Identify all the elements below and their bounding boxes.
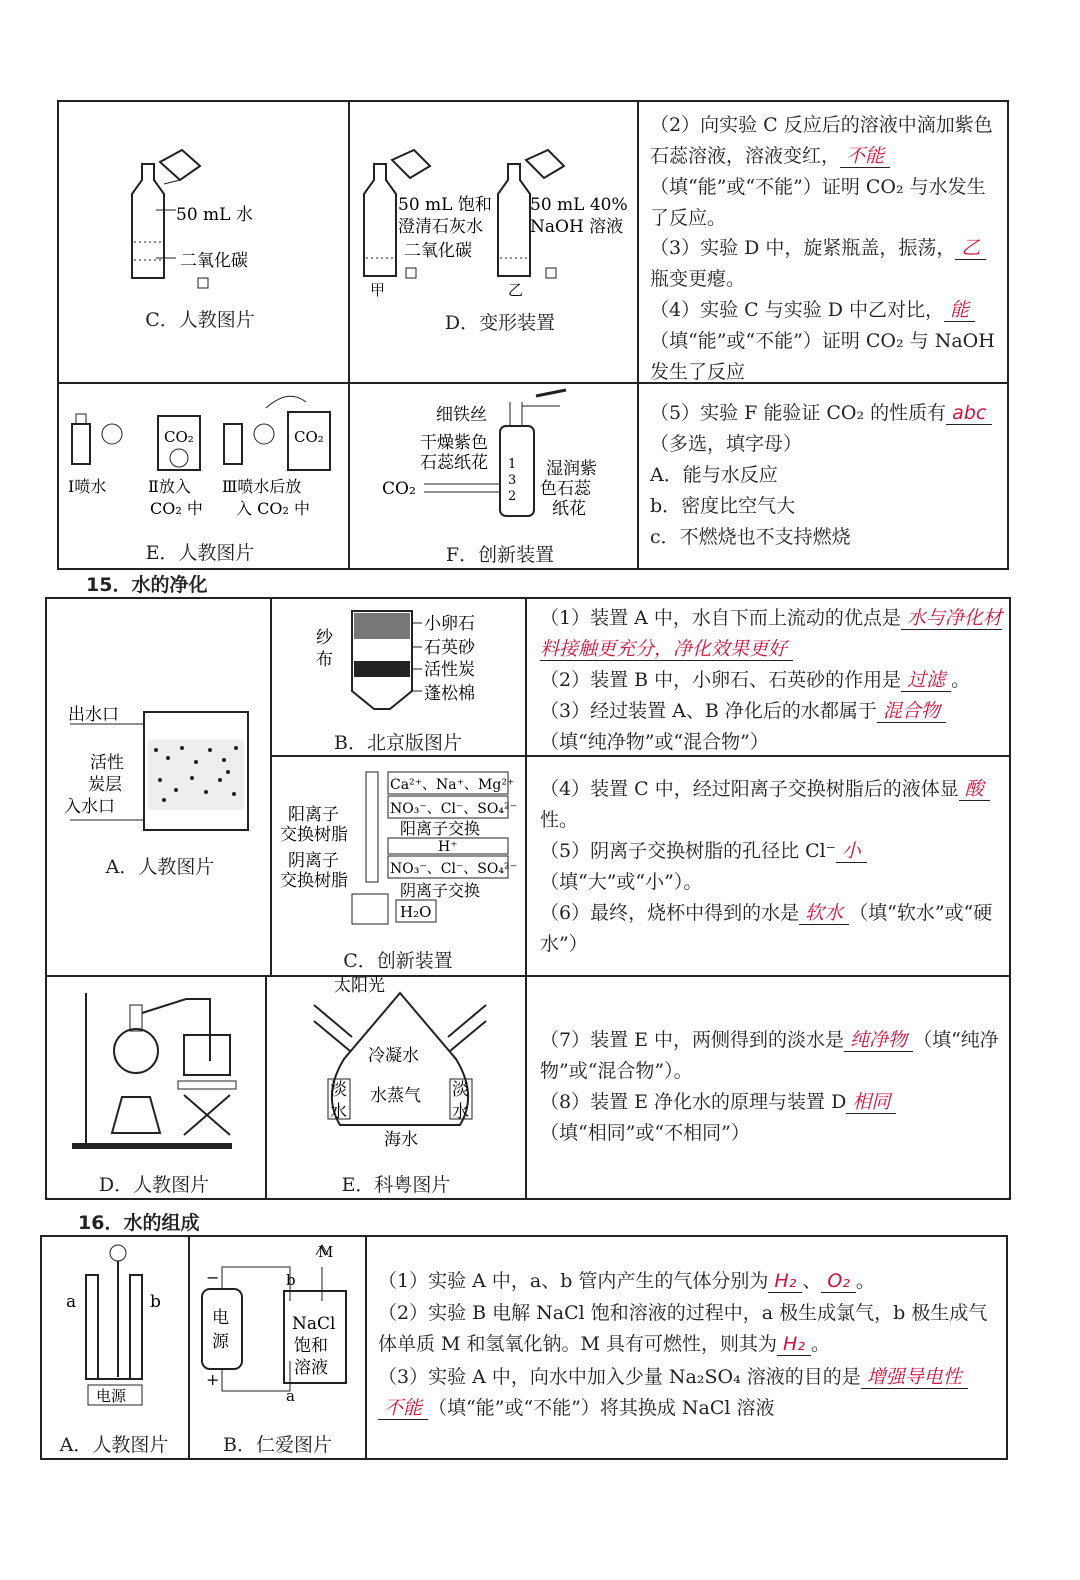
- caption-15a: A．人教图片: [105, 856, 215, 878]
- caption-15e: E．科粤图片: [341, 1174, 451, 1196]
- label-wet-flower-3: 纸花: [552, 499, 586, 519]
- s15-q5-answer: 小: [836, 840, 867, 863]
- label-anions-2: NO₃⁻、Cl⁻、SO₄²⁻: [390, 861, 517, 877]
- label-wet-flower-1: 湿润紫: [546, 459, 597, 479]
- label-activated-1: 活性: [90, 753, 124, 773]
- s15-q2-tail: 。: [951, 669, 971, 691]
- question-3: [650, 233, 1000, 295]
- s15-q1-answer: 水与净化材料接触更充分，净化效果更好: [540, 607, 1002, 660]
- figure-15b-simple-filter: [310, 603, 510, 723]
- label-gas-m: M: [318, 1243, 334, 1261]
- divider: [265, 975, 267, 1200]
- s16-q1-answer1: H₂: [768, 1270, 802, 1293]
- figure-15a-filter-tank: [60, 700, 260, 840]
- svg-text:1: 1: [508, 457, 517, 472]
- q3-tail: 瓶变更瘪。: [650, 268, 746, 290]
- s15-q1-stem: （1）装置 A 中，水自下而上流动的优点是: [540, 607, 901, 629]
- figure-c-co2-water-bottle: [120, 150, 320, 290]
- label-seawater: 海水: [384, 1130, 418, 1150]
- divider: [45, 975, 1011, 977]
- label-cation-exchange: 阳离子交换: [400, 819, 481, 838]
- label-dry-flower-2: 石蕊纸花: [420, 453, 488, 473]
- q4-stem: （4）实验 C 与实验 D 中乙对比，: [650, 299, 945, 321]
- s16-q2-tail: 。: [810, 1333, 830, 1355]
- caption-15b: B．北京版图片: [334, 732, 462, 754]
- q2-stem: （2）向实验 C 反应后的溶液中滴加紫色石蕊溶液，溶液变红，: [650, 114, 993, 167]
- section15-q8: [540, 1087, 1008, 1149]
- label-sunlight: 太阳光: [334, 976, 385, 996]
- s16-q2-stem: （2）实验 B 电解 NaCl 饱和溶液的过程中，a 极生成氯气，b 极生成气体单质 M 和氢氧化钠。M 具有可燃性，则其为: [378, 1302, 988, 1355]
- label-jia: 甲: [370, 281, 386, 299]
- s15-q8-tail: （填“相同”或“不相同”）: [540, 1122, 750, 1144]
- q5-option-a: A．能与水反应: [650, 464, 778, 486]
- label-condensed-water: 冷凝水: [368, 1046, 419, 1066]
- label-vapor: 水蒸气: [370, 1086, 421, 1106]
- q2-tail: （填“能”或“不能”）证明 CO₂ 与水发生了反应。: [650, 176, 986, 229]
- s15-q7-answer: 纯净物: [844, 1029, 913, 1052]
- section-16-title: 16．水的组成: [78, 1212, 200, 1234]
- label-activated-carbon: 活性炭: [424, 660, 475, 680]
- label-anions-1: NO₃⁻、Cl⁻、SO₄²⁻: [390, 801, 517, 817]
- label-cotton: 蓬松棉: [424, 684, 475, 704]
- divider: [637, 100, 639, 570]
- label-power-b-1: 电: [212, 1308, 229, 1328]
- label-co2-f: CO₂: [382, 479, 416, 499]
- question-5: [650, 398, 1000, 553]
- label-fresh-right-2: 水: [452, 1102, 469, 1122]
- s15-q7-stem: （7）装置 E 中，两侧得到的淡水是: [540, 1029, 845, 1051]
- q3-answer: 乙: [955, 237, 986, 260]
- section15-q5: [540, 836, 1002, 898]
- figure-e-flower-experiment: [66, 394, 346, 524]
- label-wet-flower-2: 色石蕊: [540, 479, 591, 499]
- label-sat-limewater-1: 50 mL 饱和: [398, 195, 492, 215]
- section15-q1: [540, 603, 1008, 665]
- caption-15d: D．人教图片: [98, 1174, 210, 1196]
- q5-answer: abc: [946, 402, 992, 425]
- label-water-outlet: 出水口: [68, 705, 119, 725]
- caption-16b: B．仁爱图片: [223, 1434, 332, 1456]
- label-fresh-left-2: 水: [330, 1102, 347, 1122]
- label-power-a: 电源: [96, 1387, 127, 1405]
- section15-q3: [540, 696, 1008, 758]
- label-spray-put-1: Ⅲ喷水后放: [222, 477, 302, 496]
- label-yi: 乙: [508, 281, 524, 299]
- caption-e: E．人教图片: [145, 542, 255, 564]
- label-anion-exchange: 阴离子交换: [400, 881, 481, 900]
- caption-15c: C．创新装置: [343, 950, 453, 972]
- s15-q3-tail: （填“纯净物”或“混合物”）: [540, 731, 769, 753]
- q3-stem: （3）实验 D 中，旋紧瓶盖，振荡，: [650, 237, 956, 259]
- label-plus: +: [206, 1370, 220, 1389]
- label-electrode-a: a: [286, 1387, 295, 1405]
- s15-q2-stem: （2）装置 B 中，小卵石、石英砂的作用是: [540, 669, 902, 691]
- caption-c: C．人教图片: [145, 309, 255, 331]
- figure-15e-solar-still: [300, 975, 510, 1165]
- divider: [270, 597, 272, 975]
- s15-q5-stem: （5）阴离子交换树脂的孔径比 Cl⁻: [540, 840, 836, 862]
- section16-q2: [378, 1298, 1003, 1360]
- s15-q4-tail: 性。: [540, 809, 579, 831]
- s15-q6-answer: 软水: [799, 902, 849, 925]
- figure-16b-nacl-electrolysis: [196, 1245, 361, 1420]
- s15-q3-answer: 混合物: [877, 700, 946, 723]
- label-spray-water: Ⅰ喷水: [68, 477, 107, 496]
- label-iron-wire: 细铁丝: [436, 405, 487, 425]
- label-co2: 二氧化碳: [180, 251, 248, 271]
- s16-q3-stem: （3）实验 A 中，向水中加入少量 Na₂SO₄ 溶液的目的是: [378, 1366, 861, 1388]
- label-naoh-2: NaOH 溶液: [530, 217, 624, 237]
- label-fresh-left-1: 淡: [330, 1080, 347, 1100]
- section16-q1: [378, 1266, 1003, 1297]
- label-put-in-1: Ⅱ放入: [148, 477, 191, 496]
- q5-note: （多选，填字母）: [650, 433, 803, 455]
- s16-q2-answer: H₂: [777, 1333, 811, 1356]
- svg-text:2: 2: [508, 489, 517, 504]
- s16-q1-stem: （1）实验 A 中，a、b 管内产生的气体分别为: [378, 1270, 769, 1292]
- label-sat-limewater-2: 澄清石灰水: [398, 217, 483, 237]
- section15-q4: [540, 774, 1002, 836]
- q2-answer: 不能: [840, 145, 890, 168]
- s15-q3-stem: （3）经过装置 A、B 净化后的水都属于: [540, 700, 877, 722]
- s15-q6-tail: （填“软水”或“硬水”）: [540, 902, 993, 955]
- s16-q3-tail: （填“能”或“不能”）将其换成 NaCl 溶液: [428, 1397, 775, 1419]
- q5-option-b: b．密度比空气大: [650, 495, 796, 517]
- label-activated-2: 炭层: [88, 775, 122, 795]
- label-minus: −: [206, 1268, 220, 1287]
- label-naoh-1: 50 mL 40%: [530, 195, 628, 215]
- section15-q2: [540, 665, 1008, 696]
- q4-tail: （填“能”或“不能”）证明 CO₂ 与 NaOH 发生了反应: [650, 330, 995, 383]
- label-h2o: H₂O: [400, 903, 432, 921]
- caption-f: F．创新装置: [445, 544, 555, 566]
- svg-text:3: 3: [508, 473, 517, 488]
- label-cations: Ca²⁺、Na⁺、Mg²⁺: [390, 777, 515, 793]
- label-nacl-1: NaCl: [292, 1314, 336, 1334]
- label-co2-e1: CO₂: [164, 428, 194, 446]
- s16-q3-answer2: 不能: [378, 1397, 428, 1420]
- divider: [525, 597, 527, 1200]
- label-cation-resin-1: 阳离子: [288, 805, 339, 825]
- label-dry-flower-1: 干燥紫色: [420, 433, 488, 453]
- label-electrode-b: b: [286, 1271, 296, 1289]
- label-power-b-2: 源: [212, 1332, 229, 1352]
- s15-q7-tail: （填“纯净物”或“混合物”）。: [540, 1029, 999, 1082]
- s15-q2-answer: 过滤: [901, 669, 951, 692]
- figure-16a-water-electrolysis: [60, 1245, 180, 1415]
- figure-15c-ion-exchange: [278, 768, 518, 933]
- label-co2-d: 二氧化碳: [404, 241, 472, 261]
- label-put-in-2: CO₂ 中: [150, 499, 203, 518]
- divider: [365, 1235, 367, 1460]
- q5-option-c: c．不燃烧也不支持燃烧: [650, 526, 851, 548]
- label-cation-resin-2: 交换树脂: [280, 825, 348, 845]
- label-water-inlet: 入水口: [64, 797, 115, 817]
- s16-q1-tail: 。: [855, 1270, 875, 1292]
- divider: [348, 100, 350, 570]
- label-h-plus: H⁺: [438, 839, 458, 855]
- label-anion-resin-1: 阴离子: [288, 851, 339, 871]
- s15-q4-answer: 酸: [959, 778, 990, 801]
- label-tube-a: a: [66, 1292, 77, 1312]
- figure-15d-distillation: [66, 985, 256, 1155]
- label-tube-b: b: [150, 1292, 161, 1312]
- label-nacl-3: 溶液: [294, 1358, 328, 1378]
- s15-q8-answer: 相同: [846, 1091, 896, 1114]
- label-pebbles: 小卵石: [424, 614, 475, 634]
- label-50ml-water: 50 mL 水: [176, 205, 253, 225]
- label-quartz-sand: 石英砂: [424, 638, 475, 658]
- question-4: [650, 295, 1000, 388]
- label-gauze-2: 布: [316, 650, 333, 670]
- s15-q5-tail: （填“大”或“小”）。: [540, 871, 703, 893]
- label-spray-put-2: 入 CO₂ 中: [236, 499, 310, 518]
- section15-q6: [540, 898, 1002, 960]
- q4-answer: 能: [944, 299, 975, 322]
- s16-q1-mid: 、: [802, 1270, 822, 1292]
- question-2: [650, 110, 1000, 234]
- s16-q3-answer1: 增强导电性: [861, 1366, 968, 1389]
- caption-d: D．变形装置: [444, 312, 556, 334]
- s15-q4-stem: （4）装置 C 中，经过阳离子交换树脂后的液体显: [540, 778, 959, 800]
- caption-16a: A．人教图片: [59, 1434, 169, 1456]
- section-15-title: 15．水的净化: [86, 574, 208, 596]
- label-fresh-right-1: 淡: [452, 1080, 469, 1100]
- label-anion-resin-2: 交换树脂: [280, 871, 348, 891]
- s15-q8-stem: （8）装置 E 净化水的原理与装置 D: [540, 1091, 847, 1113]
- figure-f-innovative-device: [360, 396, 630, 526]
- divider: [188, 1235, 190, 1460]
- label-co2-e2: CO₂: [294, 428, 324, 446]
- section15-q7: [540, 1025, 1008, 1087]
- section16-q3: [378, 1362, 1003, 1424]
- q5-stem: （5）实验 F 能验证 CO₂ 的性质有: [650, 402, 947, 424]
- figure-d-deformation-device: [360, 150, 630, 299]
- label-nacl-2: 饱和: [294, 1336, 328, 1356]
- s16-q1-answer2: O₂: [821, 1270, 856, 1293]
- s15-q6-stem: （6）最终，烧杯中得到的水是: [540, 902, 800, 924]
- label-gauze-1: 纱: [316, 628, 333, 648]
